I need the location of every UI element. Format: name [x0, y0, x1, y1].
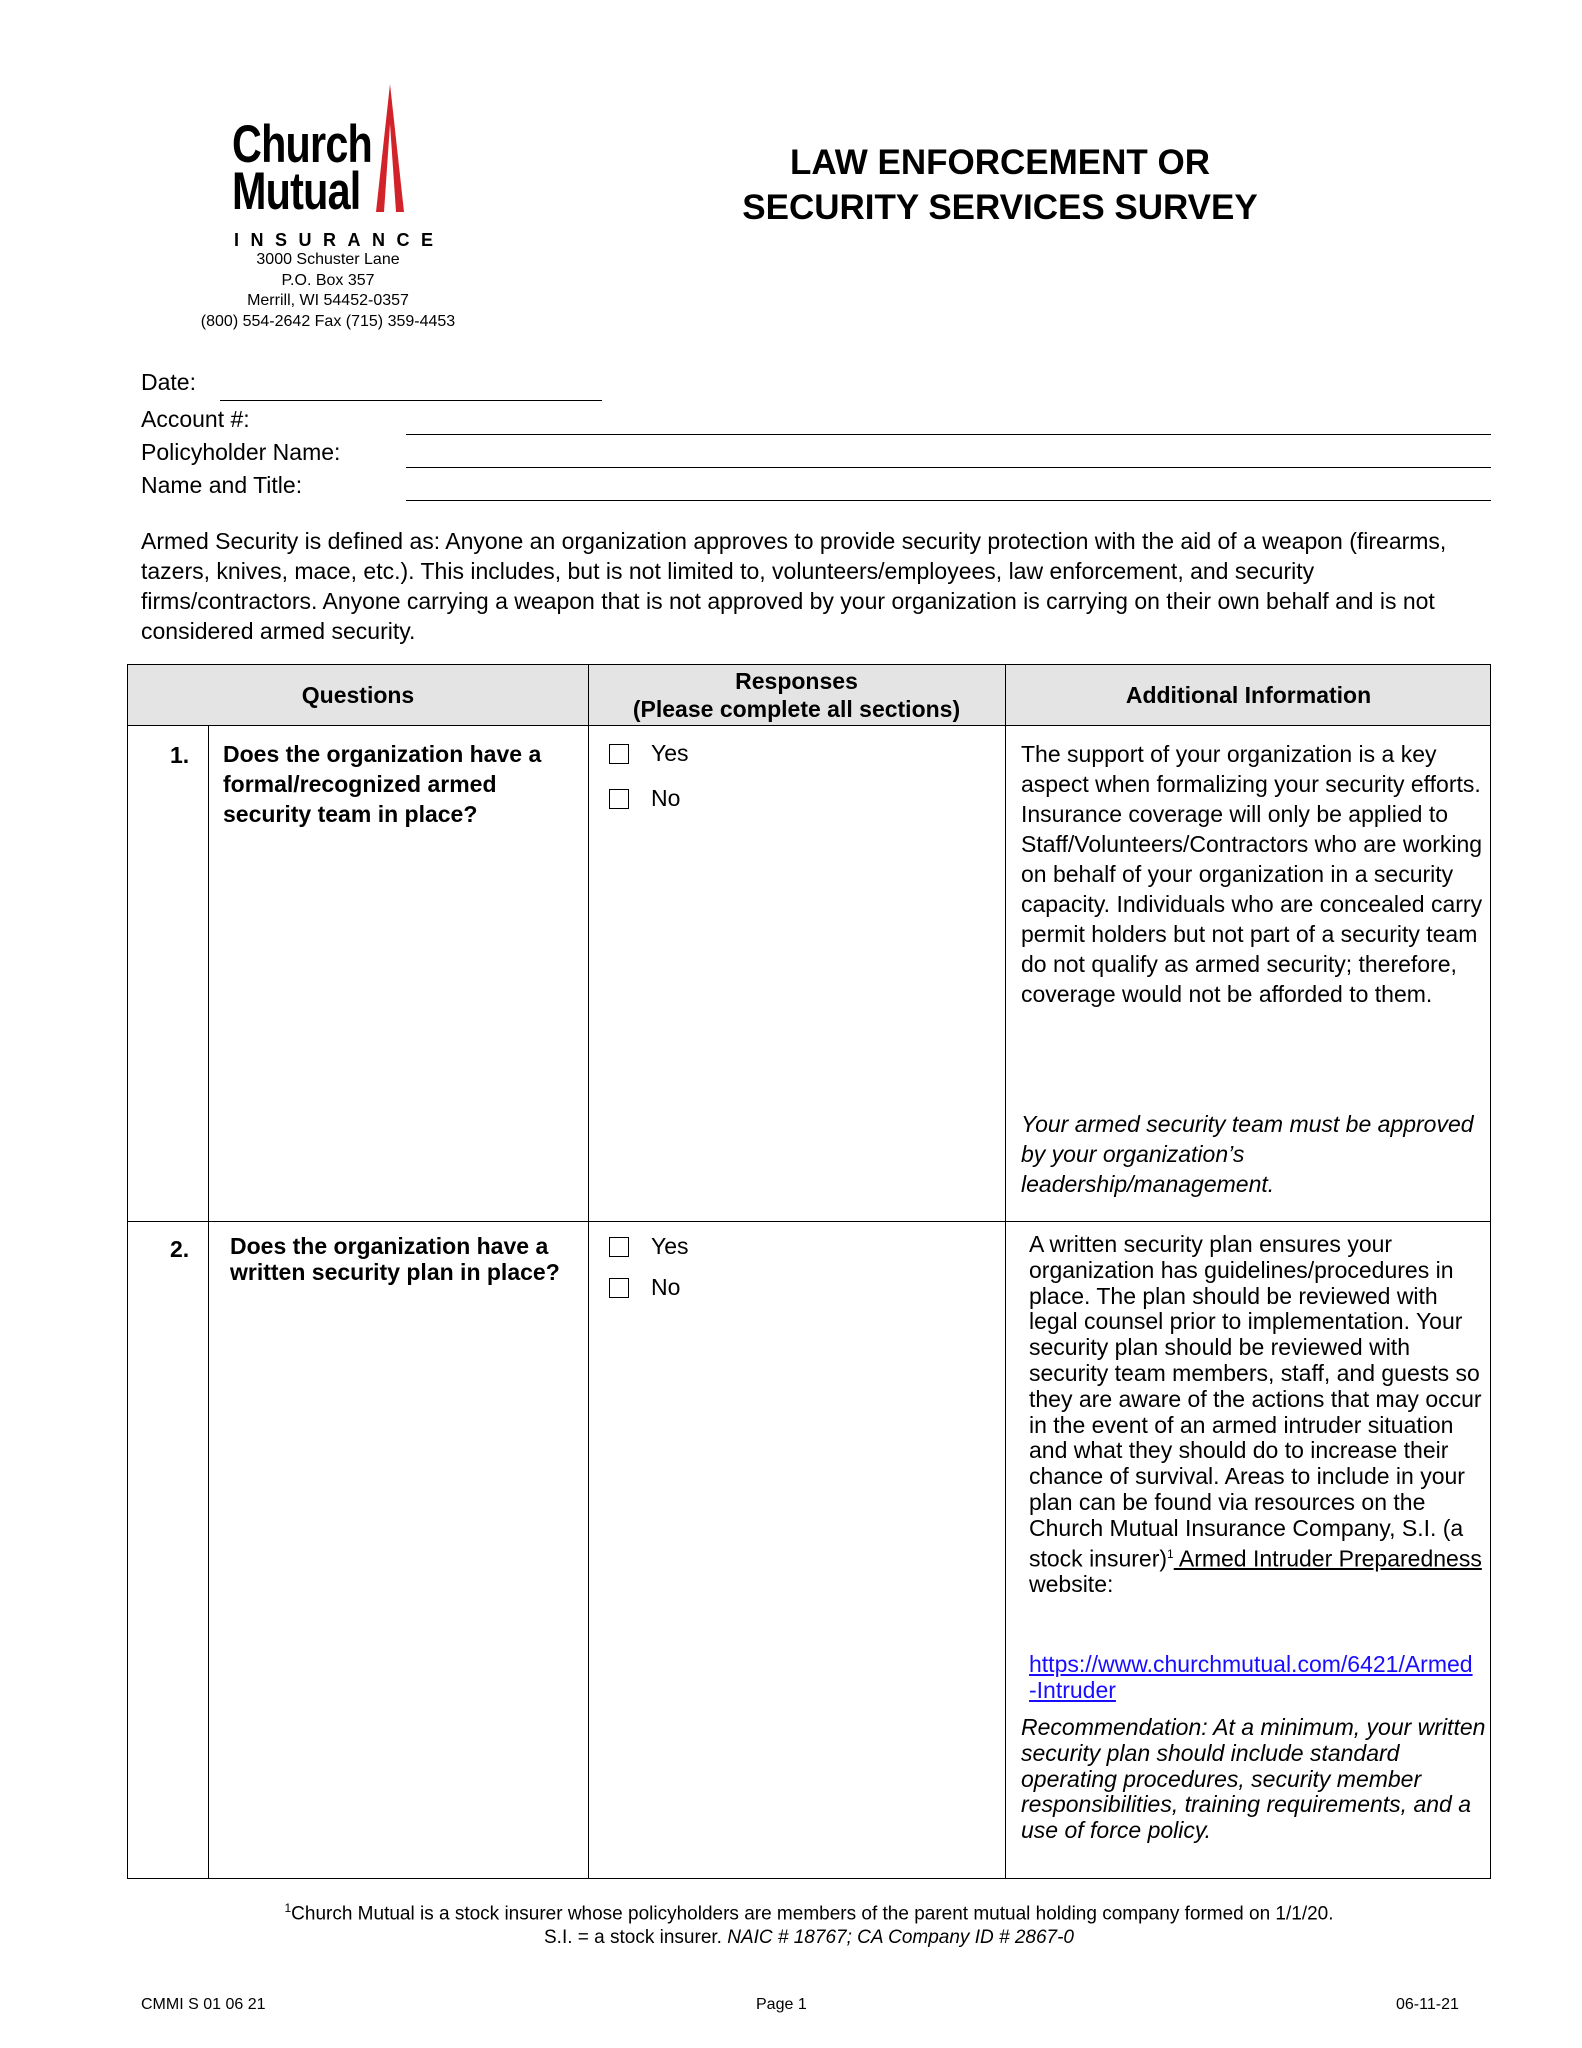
header-responses-line2: (Please complete all sections) [632, 696, 961, 722]
armed-intruder-url-link[interactable]: https://www.churchmutual.com/6421/Armed-Intruder [1029, 1651, 1473, 1703]
header-additional-info: Additional Information [1125, 682, 1372, 708]
page-number: Page 1 [756, 1996, 807, 2013]
date-field[interactable] [220, 400, 602, 401]
footnote-line-1 [127, 1896, 1491, 1926]
question-1: Does the organization have a formal/recognized armed security team in place? [223, 741, 542, 827]
option-2-no-label: No [651, 1274, 681, 1300]
form-date: 06-11-21 [1396, 1996, 1459, 2013]
form-id: CMMI S 01 06 21 [141, 1996, 266, 2013]
checkbox-1-yes[interactable] [609, 744, 629, 764]
policyholder-label: Policyholder Name: [141, 439, 341, 465]
option-1-no[interactable] [609, 785, 680, 812]
logo-word-church: Church [232, 115, 373, 174]
survey-table [127, 664, 1491, 1879]
footnote-marker: 1 [284, 1901, 292, 1915]
armed-security-definition: Armed Security is defined as: Anyone an organization approves to provide security protection with the aid of a weapon (firearms, tazers, knives, mace, etc.). This includes, but is not limited to, volunteers/employees, law enforcement, and security firms/contractors. Anyone carrying a weapon that is not approved by your organization is carrying on their own behalf and is not considered armed security. [141, 528, 1447, 644]
header-responses [588, 665, 1005, 725]
name-title-label: Name and Title: [141, 472, 303, 498]
footnote-line-2 [127, 1926, 1491, 1950]
page-title [680, 140, 1320, 230]
footnote-line-1-text: Church Mutual is a stock insurer whose policyholders are members of the parent mutual holding company formed on 1/1/20. [291, 1903, 1334, 1925]
info-2 [1029, 1232, 1487, 1598]
address-street: 3000 Schuster Lane [256, 251, 400, 268]
footnote-line-2-naic: NAIC # 18767; CA Company ID # 2867-0 [727, 1927, 1074, 1949]
title-line-1: LAW ENFORCEMENT OR [790, 143, 1210, 182]
checkbox-1-no[interactable] [609, 789, 629, 809]
address-city: Merrill, WI 54452-0357 [247, 292, 409, 309]
logo-word-insurance: INSURANCE [234, 230, 445, 250]
company-address [168, 250, 488, 332]
option-2-yes[interactable] [609, 1233, 689, 1260]
footnote [127, 1896, 1491, 1950]
account-label: Account #: [141, 406, 250, 432]
armed-intruder-preparedness-link[interactable]: Armed Intruder Preparedness [1173, 1545, 1482, 1572]
option-1-yes-label: Yes [651, 740, 689, 766]
question-number-2: 2. [170, 1236, 190, 1262]
option-2-yes-label: Yes [651, 1233, 689, 1259]
question-number-1: 1. [170, 742, 190, 768]
info-2-recommendation: Recommendation: At a minimum, your written security plan should include standard operating procedures, security member responsibilities, training requirements, and a use of force policy. [1021, 1714, 1486, 1844]
option-1-no-label: No [651, 785, 681, 811]
header-questions: Questions [301, 682, 415, 708]
header-responses-line1: Responses [735, 668, 858, 694]
name-title-field[interactable] [406, 500, 1491, 501]
info-1: The support of your organization is a key aspect when formalizing your security efforts. Insurance coverage will only be applied to Staff/Volunteers/Contractors who are working on behalf of your organization in a security capacity. Individuals who are concealed carry permit holders but not part of a security team do not qualify as armed security; therefore, coverage would not be afforded to them. [1021, 741, 1483, 1007]
checkbox-2-no[interactable] [609, 1278, 629, 1298]
footnote-line-2-plain: S.I. = a stock insurer. [544, 1927, 728, 1949]
question-2: Does the organization have a written security plan in place? [230, 1233, 560, 1285]
title-line-2: SECURITY SERVICES SURVEY [742, 188, 1258, 227]
logo-word-mutual: Mutual [232, 162, 361, 221]
address-phone: (800) 554-2642 Fax (715) 359-4453 [200, 312, 456, 330]
steeple-logo-icon [368, 84, 418, 250]
account-field[interactable] [406, 434, 1491, 435]
church-mutual-logo [232, 84, 445, 250]
checkbox-2-yes[interactable] [609, 1237, 629, 1257]
address-po-box: P.O. Box 357 [281, 271, 375, 289]
info-1-note: Your armed security team must be approved by your organization’s leadership/management. [1021, 1111, 1474, 1197]
policyholder-field[interactable] [406, 467, 1491, 468]
info-2-text: A written security plan ensures your organization has guidelines/procedures in place. The plan should be reviewed with legal counsel prior to implementation. Your security plan should be reviewed with security team members, staff, and guests so they are aware of the actions that may occur in the event of an armed intruder situation and what they should do to increase their chance of survival. Areas to include in your plan can be found via resources on the Church Mutual Insurance Company, S.I. (a stock insurer) [1029, 1231, 1482, 1572]
option-1-yes[interactable] [609, 740, 689, 767]
info-2-footnote-marker: 1 [1167, 1546, 1174, 1561]
option-2-no[interactable] [609, 1274, 680, 1301]
date-label: Date: [141, 369, 196, 395]
info-2-tail: website: [1029, 1571, 1114, 1598]
